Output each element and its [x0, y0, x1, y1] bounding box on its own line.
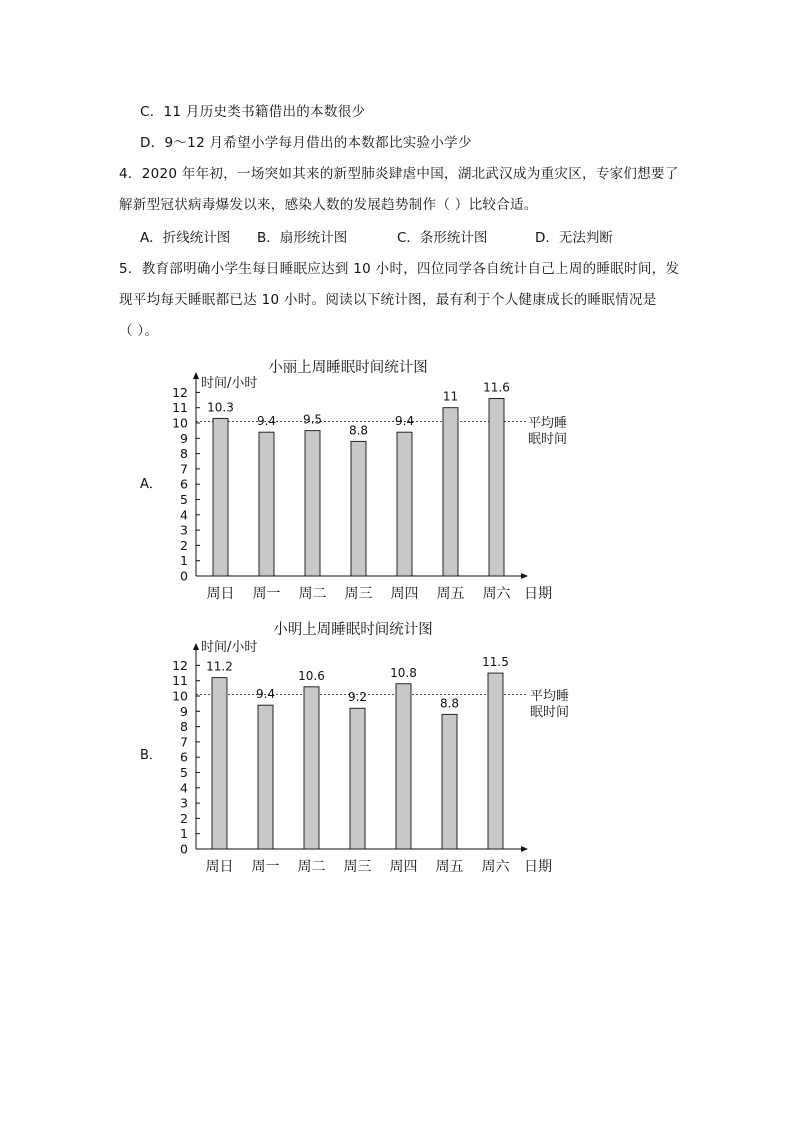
reference-line-label: 眠时间 [528, 432, 568, 447]
x-axis-label: 日期 [524, 586, 552, 602]
bar [212, 678, 227, 849]
chart-b-label: B． [140, 748, 162, 763]
bar-value-label: 9.4 [394, 414, 415, 429]
y-tick-label: 6 [180, 749, 188, 765]
y-tick-label: 7 [180, 734, 188, 750]
y-tick-label: 8 [180, 446, 188, 462]
y-axis-label: 时间/小时 [201, 640, 258, 655]
chart-title: 小明上周睡眠时间统计图 [273, 622, 433, 638]
y-tick-label: 3 [180, 795, 188, 811]
y-tick-label: 1 [180, 826, 188, 842]
y-tick-label: 2 [180, 537, 188, 553]
y-tick-label: 4 [180, 780, 188, 796]
x-tick-label: 周二 [297, 859, 326, 875]
y-tick-label: 9 [180, 703, 188, 719]
bar-value-label: 9.5 [302, 412, 323, 427]
option-a-q4: A．折线统计图 [140, 230, 231, 246]
bar-value-label: 8.8 [348, 423, 369, 438]
y-tick-label: 3 [180, 522, 188, 538]
x-tick-label: 周六 [482, 586, 511, 602]
bar-value-label: 10.3 [207, 400, 234, 415]
y-tick-label: 8 [180, 719, 188, 735]
bar-value-label: 9.4 [256, 414, 277, 429]
x-tick-label: 周一 [251, 859, 280, 875]
bar [304, 687, 319, 849]
bar [396, 684, 411, 849]
y-axis-arrow [193, 643, 199, 650]
x-tick-label: 周五 [435, 859, 464, 875]
y-tick-label: 2 [180, 810, 188, 826]
y-tick-label: 0 [180, 841, 188, 857]
bar-value-label: 11.5 [482, 655, 509, 670]
option-b-q4: B．扇形统计图 [257, 230, 348, 246]
x-tick-label: 周日 [205, 859, 234, 875]
bar [442, 714, 457, 849]
y-tick-label: 4 [180, 507, 188, 523]
bar-value-label: 9.4 [255, 687, 276, 702]
chart-a-label: A． [140, 477, 162, 492]
y-tick-label: 9 [180, 430, 188, 446]
reference-line-label: 平均睡 [528, 416, 568, 431]
question-4-line-2: 解新型冠状病毒爆发以来，感染人数的发展趋势制作（ ）比较合适。 [119, 197, 538, 213]
y-axis-label: 时间/小时 [201, 376, 258, 391]
x-tick-label: 周三 [344, 586, 373, 602]
reference-line-label: 眠时间 [530, 705, 570, 720]
x-tick-label: 周四 [389, 859, 418, 875]
x-tick-label: 周五 [436, 586, 465, 602]
option-d-q3: D．9～12 月希望小学每月借出的本数都比实验小学少 [140, 135, 472, 151]
y-tick-label: 10 [172, 688, 188, 704]
reference-line-label: 平均睡 [530, 689, 570, 704]
option-d-q4: D．无法判断 [535, 230, 613, 246]
bar [488, 673, 503, 849]
bar-value-label: 11.2 [206, 659, 233, 674]
x-tick-label: 周四 [390, 586, 419, 602]
y-tick-label: 0 [180, 568, 188, 584]
question-4-line-1: 4．2020 年年初，一场突如其来的新型肺炎肆虐中国，湖北武汉成为重灾区，专家们想要了 [119, 166, 679, 182]
x-tick-label: 周二 [298, 586, 327, 602]
y-tick-label: 12 [172, 384, 188, 400]
x-tick-label: 周六 [481, 859, 510, 875]
question-5-line-2: 现平均每天睡眠都已达 10 小时。阅读以下统计图，最有利于个人健康成长的睡眠情况是 [119, 292, 657, 308]
y-tick-label: 12 [172, 657, 188, 673]
bar-value-label: 11 [442, 389, 459, 404]
bar-value-label: 10.6 [298, 668, 325, 683]
y-tick-label: 6 [180, 476, 188, 492]
x-axis-arrow [521, 846, 528, 852]
bar-value-label: 9.2 [347, 690, 368, 705]
option-c-q4: C．条形统计图 [397, 230, 488, 246]
x-tick-label: 周三 [343, 859, 372, 875]
y-tick-label: 7 [180, 461, 188, 477]
x-axis-label: 日期 [524, 859, 552, 875]
option-c-q3: C．11 月历史类书籍借出的本数很少 [140, 104, 366, 120]
y-tick-label: 11 [172, 673, 188, 689]
bar-value-label: 11.6 [483, 380, 510, 395]
x-tick-label: 周日 [206, 586, 235, 602]
y-tick-label: 1 [180, 553, 188, 569]
question-5-line-1: 5．教育部明确小学生每日睡眠应达到 10 小时，四位同学各自统计自己上周的睡眠时间，发 [119, 261, 680, 277]
bar-value-label: 10.8 [390, 665, 417, 680]
bar [258, 705, 273, 849]
bar [350, 708, 365, 849]
y-tick-label: 11 [172, 400, 188, 416]
bar-value-label: 8.8 [439, 696, 460, 711]
x-tick-label: 周一 [252, 586, 281, 602]
chart-title: 小丽上周睡眠时间统计图 [268, 360, 428, 376]
y-tick-label: 5 [180, 492, 188, 507]
y-tick-label: 10 [172, 415, 188, 431]
question-5-line-3: （ ）。 [119, 323, 159, 339]
y-tick-label: 5 [180, 765, 188, 780]
